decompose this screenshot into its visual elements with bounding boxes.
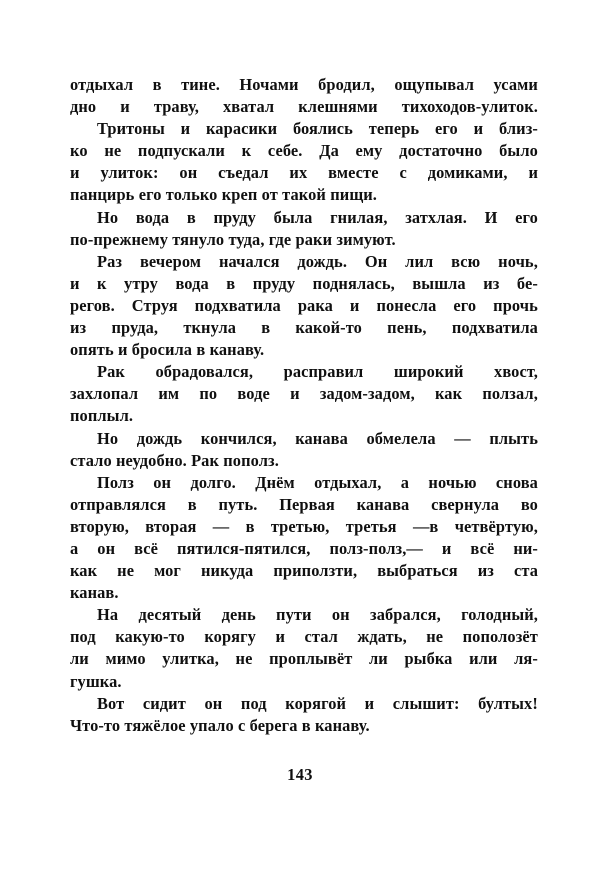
text-word: такой [282,185,326,205]
text-word: где [268,229,292,249]
text-word: пищи. [330,185,378,205]
text-word: всё [470,538,495,558]
text-word: десятый [138,605,202,625]
text-word: прочь [493,295,538,315]
text-line [70,295,538,317]
text-word: широкий [393,362,464,382]
text-word: дождь [136,428,183,448]
text-line [70,273,538,295]
text-word: свернула [431,494,500,514]
text-word: в [152,75,162,94]
text-word: корягу [204,627,256,647]
text-word: раки [295,229,333,249]
text-word: канаву. [314,715,370,735]
text-word: ему [355,141,383,161]
text-word: понесла [376,295,437,315]
text-word: гнилая, [330,207,388,227]
text-word: им [158,384,180,404]
text-word: канав. [70,583,119,603]
text-word: он [153,472,172,492]
text-line [70,96,538,118]
text-word: ползал, [482,384,538,404]
text-word: дно [70,97,97,117]
text-word: вода [135,207,170,227]
text-word: он [179,163,198,183]
text-word: вторую, [70,516,129,536]
text-word: во [520,494,538,514]
text-word: рака [297,295,333,315]
text-word: к [241,141,252,161]
text-word: ткнула [183,318,237,338]
text-word: Первая [279,494,335,514]
text-word: — [212,516,230,536]
text-word: под [70,627,96,647]
text-word: забрался, [370,605,441,625]
text-word: пруда, [111,318,159,338]
text-line [70,648,538,670]
text-word: Тритоны [97,119,165,139]
text-line [70,317,538,339]
text-word: не [104,141,122,161]
text-word: — [454,428,471,448]
text-word: стало [70,450,112,470]
text-word: Струя [131,295,178,315]
text-word: ночью [428,472,477,492]
text-word: в [186,207,196,227]
text-line [70,671,538,693]
text-word: усами [493,75,538,94]
body-text [70,74,538,737]
text-word: корягой [285,693,347,713]
text-word: голодный, [461,605,538,625]
text-word: затхлая. [405,207,467,227]
text-word: ночь, [498,251,538,271]
text-word: теперь [368,119,420,139]
text-word: бросила [131,340,193,360]
text-line [70,229,538,251]
text-word: бултых! [478,693,538,713]
text-word: стал [304,627,338,647]
text-word: и [473,119,484,139]
text-word: мимо [105,649,146,669]
text-word: тянуло [172,229,225,249]
text-word: не [426,627,444,647]
text-word: пень, [387,318,427,338]
text-word: с [238,715,246,735]
text-word: сидит [142,693,186,713]
text-word: а [70,538,79,558]
text-word: в [196,340,206,360]
text-word: пополз. [223,450,279,470]
text-word: пополозёт [462,627,538,647]
text-word: дождь. [297,251,348,271]
text-word: под [240,693,267,713]
text-word: —в [412,516,439,536]
text-word: из [477,561,494,581]
text-word: домиками, [427,163,508,183]
text-word: мог [154,561,181,581]
text-word: поднялась, [312,273,395,293]
text-word: и [290,384,300,404]
text-word: ля- [514,649,538,669]
text-word: он [97,538,116,558]
text-word: захлопал [70,384,139,404]
text-word: с [399,163,407,183]
text-word: ни- [513,538,538,558]
text-word: выбраться [377,561,458,581]
text-word: кончился, [200,428,277,448]
text-line [70,450,538,472]
text-word: отдыхал [70,75,134,94]
text-word: подхватила [194,295,281,315]
text-word: и [364,693,375,713]
text-word: ли [70,649,89,669]
text-word: Ночами [239,75,299,94]
text-word: себе. [267,141,303,161]
text-word: ста [513,561,538,581]
text-word: клешнями [298,97,378,117]
text-word: путь. [218,494,258,514]
text-word: гушка. [70,671,122,691]
text-word: и [349,295,360,315]
text-word: ждать, [357,627,407,647]
text-word: и [120,97,130,117]
text-word: а [400,472,410,492]
text-word: его [435,119,458,139]
text-word: вместе [328,163,379,183]
text-word: приползти, [273,561,358,581]
text-word: вода [175,273,209,293]
text-word: боялись [292,119,353,139]
text-word: их [289,163,308,183]
text-word: хватал [222,97,275,117]
text-word: пруду [252,273,296,293]
text-word: из [483,273,500,293]
text-word: от [261,185,278,205]
text-word: и [275,627,285,647]
text-word: И [484,207,498,227]
text-word: ли [369,649,388,669]
page-number: 143 [287,765,313,784]
text-line [70,184,538,206]
text-word: Днём [255,472,295,492]
text-word: Рак [97,362,125,382]
text-word: и [180,119,191,139]
text-word: траву, [153,97,199,117]
text-word: задом-задом, [319,384,415,404]
text-word: только [165,185,218,205]
text-word: пятился-пятился, [177,538,311,558]
text-line [70,207,538,229]
text-word: хвост, [494,362,538,382]
text-word: вышла [412,273,466,293]
text-word: рыбка [404,649,453,669]
text-word: Что-то [70,715,121,735]
text-word: и [117,340,128,360]
text-word: креп [221,185,258,205]
text-word: карасики [206,119,278,139]
text-word: Но [97,207,119,227]
text-word: обрадовался, [155,362,254,382]
text-line [70,428,538,450]
text-word: снова [495,472,538,492]
text-line [70,715,538,737]
text-word: долго. [190,472,236,492]
text-word: съедал [218,163,269,183]
text-word: ощупывал [394,75,474,94]
text-word: берега [249,715,298,735]
text-line [70,604,538,626]
text-line [70,339,538,361]
text-word: третья [345,516,397,536]
text-word: упало [189,715,234,735]
text-word: подпускали [137,141,225,161]
text-word: какую-то [115,627,185,647]
text-word: улитка, [162,649,219,669]
text-word: расправил [283,362,364,382]
text-word: и [70,163,80,183]
text-word: Вот [97,693,125,713]
text-word: тихоходов-улиток. [401,97,538,117]
text-line [70,693,538,715]
text-word: лил [405,251,434,271]
text-word: по-прежнему [70,229,168,249]
text-word: всё [134,538,159,558]
text-word: третью, [270,516,330,536]
text-word: туда, [228,229,265,249]
text-word: его [138,185,162,205]
text-word: день [221,605,256,625]
text-word: пути [276,605,312,625]
text-word: канава [295,428,348,448]
text-word: или [469,649,498,669]
text-word: воде [237,384,270,404]
text-word: опять [70,340,114,360]
text-word: начался [218,251,280,271]
text-word: в [301,715,311,735]
text-word: проплывёт [269,649,353,669]
text-word: канава [356,494,410,514]
text-word: Да [319,141,339,161]
text-word: отдыхал, [314,472,382,492]
text-line [70,494,538,516]
text-word: не [235,649,253,669]
text-word: тяжёлое [124,715,186,735]
text-line [70,383,538,405]
text-line [70,626,538,648]
text-word: всю [451,251,481,271]
text-word: Раз [97,251,123,271]
text-word: улиток: [100,163,159,183]
text-line [70,251,538,273]
text-word: близ- [499,119,538,139]
text-word: и [70,273,80,293]
text-word: вечером [139,251,202,271]
text-word: слышит: [392,693,460,713]
text-word: какой-то [295,318,362,338]
text-line [70,516,538,538]
text-word: ко [70,141,88,161]
text-word: в [187,494,197,514]
text-word: плыть [489,428,538,448]
text-word: в [245,516,255,536]
text-word: неудобно. [116,450,187,470]
text-word: тине. [181,75,220,94]
text-line [70,162,538,184]
text-word: в [261,318,271,338]
text-line [70,582,538,604]
text-word: утру [124,273,158,293]
text-line [70,118,538,140]
text-line [70,472,538,494]
text-word: отправлялся [70,494,166,514]
text-word: достаточно [399,141,483,161]
text-word: вторая [145,516,197,536]
text-word: зимуют. [336,229,396,249]
text-word: подхватила [451,318,538,338]
text-word: как [70,561,98,581]
text-word: его [515,207,538,227]
text-line [70,538,538,560]
text-word: и [441,538,452,558]
text-word: его [453,295,477,315]
text-word: было [499,141,538,161]
text-word: На [97,605,119,625]
text-line [70,405,538,427]
text-word: бродил, [318,75,375,94]
text-word: панцирь [70,185,135,205]
text-word: Но [97,428,119,448]
text-word: и [528,163,538,183]
text-word: Полз [97,472,134,492]
text-word: он [204,693,223,713]
text-word: он [331,605,350,625]
text-line [70,140,538,162]
text-line [70,361,538,383]
text-word: четвёртую, [454,516,538,536]
text-word: как [435,384,463,404]
text-word: бе- [516,273,538,293]
text-word: была [273,207,313,227]
text-word: к [97,273,107,293]
text-word: не [117,561,135,581]
text-line [70,74,538,96]
text-word: обмелела [366,428,436,448]
text-word: Рак [191,450,220,470]
text-word: в [226,273,236,293]
text-word: из [70,318,87,338]
text-word: пруду [213,207,256,227]
text-word: никуда [201,561,254,581]
text-word: регов. [70,295,115,315]
text-word: канаву. [209,340,265,360]
text-word: поплыл. [70,406,134,426]
text-word: Он [364,251,388,271]
text-word: по [199,384,218,404]
text-word: полз-полз,— [329,538,423,558]
text-line [70,560,538,582]
